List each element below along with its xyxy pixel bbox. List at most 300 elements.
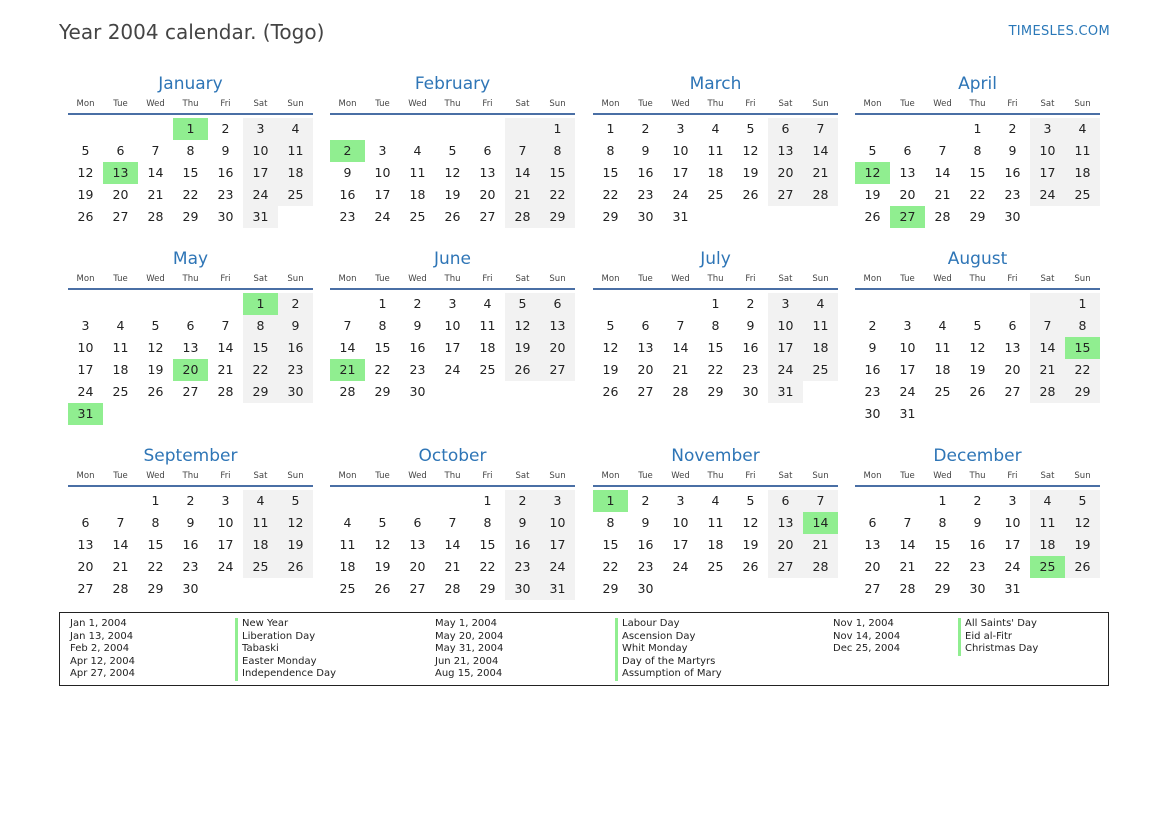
- day-blank: [365, 118, 400, 140]
- day-cell: 28: [803, 184, 838, 206]
- day-cell: 14: [444, 537, 461, 552]
- weekday-header: [855, 272, 1100, 290]
- day-cell: 2: [973, 493, 982, 508]
- weekday-label: Sat: [1040, 274, 1055, 284]
- day-cell: 19: [864, 187, 881, 202]
- day-cell: 4: [278, 118, 313, 140]
- weekday-label: Mon: [76, 471, 95, 481]
- day-cell: 12: [969, 340, 986, 355]
- day-blank: [330, 490, 365, 512]
- day-cell: 21: [505, 184, 540, 206]
- day-cell: 13: [540, 315, 575, 337]
- weekday-label: Fri: [220, 99, 231, 109]
- day-grid: [330, 293, 575, 403]
- day-cell: 19: [742, 537, 759, 552]
- day-cell: 10: [672, 143, 689, 158]
- day-cell: 8: [378, 318, 387, 333]
- day-blank: [103, 118, 138, 140]
- day-cell: 20: [77, 559, 94, 574]
- month-december: [855, 445, 1100, 600]
- weekday-label: Thu: [707, 471, 724, 481]
- month-july: [593, 248, 838, 403]
- day-blank: [173, 293, 208, 315]
- day-cell: 25: [278, 184, 313, 206]
- day-cell: 8: [540, 140, 575, 162]
- weekday-label: Sun: [287, 274, 304, 284]
- day-cell: 24: [444, 362, 461, 377]
- month-january: [68, 73, 313, 228]
- month-november: [593, 445, 838, 600]
- weekday-header: [330, 97, 575, 115]
- day-cell: 25: [707, 187, 724, 202]
- month-september: [68, 445, 313, 600]
- day-cell: 25: [243, 556, 278, 578]
- day-cell: 19: [374, 559, 391, 574]
- day-cell: 27: [479, 209, 496, 224]
- day-cell: 4: [243, 490, 278, 512]
- day-cell: 9: [343, 165, 352, 180]
- day-cell: 12: [602, 340, 619, 355]
- day-cell: 26: [505, 359, 540, 381]
- day-cell: 15: [969, 165, 986, 180]
- legend-name-column: [615, 618, 722, 681]
- day-cell: 6: [868, 515, 877, 530]
- day-cell: 3: [1030, 118, 1065, 140]
- day-cell: 18: [707, 165, 724, 180]
- weekday-label: Tue: [638, 274, 653, 284]
- weekday-label: Sun: [812, 274, 829, 284]
- day-cell: 18: [243, 534, 278, 556]
- day-cell: 26: [742, 187, 759, 202]
- day-cell: 22: [479, 559, 496, 574]
- month-name: May: [172, 249, 209, 269]
- day-blank: [995, 293, 1030, 315]
- day-cell: 14: [934, 165, 951, 180]
- weekday-label: Tue: [113, 99, 128, 109]
- day-cell-holiday: 1: [173, 118, 208, 140]
- day-cell: 1: [973, 121, 982, 136]
- day-cell: 11: [803, 315, 838, 337]
- day-cell: 23: [278, 359, 313, 381]
- day-cell: 31: [899, 406, 916, 421]
- day-cell: 8: [151, 515, 160, 530]
- weekday-label: Sun: [812, 471, 829, 481]
- day-cell: 18: [1030, 534, 1065, 556]
- day-cell: 11: [1065, 140, 1100, 162]
- day-blank: [435, 490, 470, 512]
- weekday-label: Sat: [1040, 471, 1055, 481]
- day-cell: 27: [540, 359, 575, 381]
- legend-date: Nov 14, 2004: [833, 630, 901, 642]
- day-cell: 2: [186, 493, 195, 508]
- weekday-label: Thu: [444, 99, 461, 109]
- day-grid: [68, 293, 313, 425]
- weekday-label: Sun: [549, 471, 566, 481]
- weekday-label: Thu: [969, 99, 986, 109]
- day-cell: 28: [505, 206, 540, 228]
- weekday-label: Fri: [1007, 274, 1018, 284]
- weekday-label: Sat: [515, 471, 530, 481]
- day-cell: 31: [243, 206, 278, 228]
- day-cell: 6: [903, 143, 912, 158]
- legend-date: Dec 25, 2004: [833, 643, 901, 655]
- day-cell: 16: [505, 534, 540, 556]
- day-cell: 10: [444, 318, 461, 333]
- weekday-label: Wed: [146, 99, 165, 109]
- day-cell: 6: [483, 143, 492, 158]
- day-cell: 12: [742, 143, 759, 158]
- site-link[interactable]: TIMESLES.COM: [1008, 24, 1110, 39]
- weekday-label: Wed: [408, 274, 427, 284]
- day-cell: 3: [768, 293, 803, 315]
- day-cell: 15: [243, 337, 278, 359]
- day-cell: 13: [864, 537, 881, 552]
- day-cell: 4: [116, 318, 125, 333]
- day-blank: [400, 490, 435, 512]
- weekday-label: Sat: [778, 274, 793, 284]
- day-cell: 4: [938, 318, 947, 333]
- day-cell: 17: [374, 187, 391, 202]
- day-cell: 5: [868, 143, 877, 158]
- day-cell: 31: [1004, 581, 1021, 596]
- day-blank: [855, 118, 890, 140]
- day-cell: 26: [147, 384, 164, 399]
- day-grid: [855, 293, 1100, 425]
- day-cell: 10: [374, 165, 391, 180]
- day-cell: 22: [243, 359, 278, 381]
- day-cell: 1: [151, 493, 160, 508]
- day-blank: [855, 490, 890, 512]
- day-cell: 1: [378, 296, 387, 311]
- weekday-label: Sun: [812, 99, 829, 109]
- day-cell: 26: [969, 384, 986, 399]
- weekday-label: Thu: [182, 99, 199, 109]
- day-cell: 20: [768, 534, 803, 556]
- day-cell: 7: [221, 318, 230, 333]
- weekday-label: Tue: [375, 99, 390, 109]
- day-cell: 9: [505, 512, 540, 534]
- day-cell: 11: [112, 340, 129, 355]
- day-cell: 22: [1065, 359, 1100, 381]
- day-cell: 17: [217, 537, 234, 552]
- day-cell: 5: [746, 493, 755, 508]
- weekday-label: Tue: [375, 274, 390, 284]
- day-grid: [330, 118, 575, 228]
- day-cell: 25: [707, 559, 724, 574]
- day-cell: 20: [409, 559, 426, 574]
- legend-date: Jan 1, 2004: [70, 618, 127, 629]
- weekday-label: Wed: [146, 274, 165, 284]
- weekday-label: Mon: [601, 274, 620, 284]
- day-cell: 14: [899, 537, 916, 552]
- day-cell: 22: [374, 362, 391, 377]
- day-cell: 10: [899, 340, 916, 355]
- legend-date: May 20, 2004: [435, 630, 504, 642]
- day-cell: 22: [147, 559, 164, 574]
- day-cell: 20: [768, 162, 803, 184]
- legend-date: Jan 13, 2004: [70, 630, 134, 642]
- day-cell: 19: [147, 362, 164, 377]
- weekday-label: Thu: [182, 471, 199, 481]
- month-name: August: [947, 249, 1008, 269]
- day-blank: [138, 118, 173, 140]
- month-name: December: [933, 446, 1022, 466]
- day-cell: 10: [217, 515, 234, 530]
- day-blank: [1030, 293, 1065, 315]
- day-cell: 20: [112, 187, 129, 202]
- day-cell: 18: [112, 362, 129, 377]
- month-june: [330, 248, 575, 403]
- day-cell: 6: [768, 490, 803, 512]
- weekday-header: [593, 272, 838, 290]
- day-cell: 22: [602, 559, 619, 574]
- day-cell: 18: [1065, 162, 1100, 184]
- day-blank: [68, 293, 103, 315]
- weekday-label: Sun: [1074, 99, 1091, 109]
- day-cell: 27: [768, 184, 803, 206]
- legend-holiday-name: All Saints' Day: [958, 618, 1038, 631]
- day-cell-holiday: 21: [330, 359, 365, 381]
- day-cell: 5: [505, 293, 540, 315]
- day-cell: 16: [969, 537, 986, 552]
- weekday-label: Thu: [969, 471, 986, 481]
- weekday-label: Fri: [482, 471, 493, 481]
- weekday-label: Wed: [146, 471, 165, 481]
- day-cell: 21: [803, 162, 838, 184]
- day-cell: 8: [1065, 315, 1100, 337]
- day-blank: [68, 490, 103, 512]
- day-cell: 30: [742, 384, 759, 399]
- day-cell: 9: [868, 340, 877, 355]
- day-cell: 10: [77, 340, 94, 355]
- weekday-label: Sun: [549, 99, 566, 109]
- day-cell: 26: [864, 209, 881, 224]
- day-cell: 19: [742, 165, 759, 180]
- legend-holiday-name: Eid al-Fitr: [958, 631, 1038, 644]
- day-blank: [925, 293, 960, 315]
- day-cell: 4: [1030, 490, 1065, 512]
- day-cell: 13: [768, 512, 803, 534]
- weekday-label: Fri: [220, 274, 231, 284]
- month-name: February: [414, 74, 491, 94]
- legend-date: Nov 1, 2004: [833, 618, 894, 629]
- day-cell: 17: [672, 165, 689, 180]
- month-april: [855, 73, 1100, 228]
- day-cell: 7: [1030, 315, 1065, 337]
- day-cell: 29: [707, 384, 724, 399]
- day-cell: 29: [479, 581, 496, 596]
- day-cell: 24: [77, 384, 94, 399]
- day-cell: 14: [1030, 337, 1065, 359]
- day-cell: 14: [112, 537, 129, 552]
- day-cell-holiday: 25: [1030, 556, 1065, 578]
- day-cell: 11: [243, 512, 278, 534]
- day-grid: [855, 490, 1100, 600]
- day-cell: 16: [409, 340, 426, 355]
- day-cell: 18: [409, 187, 426, 202]
- day-cell: 8: [186, 143, 195, 158]
- day-cell: 6: [540, 293, 575, 315]
- day-cell: 7: [803, 490, 838, 512]
- legend-holiday-name: Tabaski: [235, 643, 336, 656]
- day-cell: 25: [339, 581, 356, 596]
- day-cell: 19: [1065, 534, 1100, 556]
- day-cell: 16: [637, 165, 654, 180]
- day-cell: 13: [637, 340, 654, 355]
- day-cell: 6: [186, 318, 195, 333]
- day-cell: 23: [864, 384, 881, 399]
- day-grid: [593, 118, 838, 228]
- day-cell: 7: [116, 515, 125, 530]
- weekday-label: Tue: [900, 471, 915, 481]
- month-name: January: [158, 74, 223, 94]
- day-cell: 22: [602, 187, 619, 202]
- day-cell: 9: [1008, 143, 1017, 158]
- day-cell: 10: [672, 515, 689, 530]
- day-cell: 18: [278, 162, 313, 184]
- legend-date: Aug 15, 2004: [435, 668, 503, 680]
- day-cell: 6: [641, 318, 650, 333]
- day-cell: 3: [903, 318, 912, 333]
- day-cell: 29: [602, 581, 619, 596]
- day-cell: 16: [1004, 165, 1021, 180]
- day-cell: 30: [278, 381, 313, 403]
- day-cell: 30: [1004, 209, 1021, 224]
- day-cell: 12: [505, 315, 540, 337]
- day-cell: 8: [243, 315, 278, 337]
- weekday-label: Mon: [601, 99, 620, 109]
- weekday-label: Mon: [76, 99, 95, 109]
- day-cell: 7: [505, 140, 540, 162]
- day-blank: [925, 118, 960, 140]
- day-cell-holiday: 20: [173, 359, 208, 381]
- legend-date: Jun 21, 2004: [435, 655, 499, 667]
- day-cell: 19: [444, 187, 461, 202]
- day-cell: 11: [339, 537, 356, 552]
- day-cell: 16: [742, 340, 759, 355]
- day-cell: 14: [803, 140, 838, 162]
- day-cell: 25: [409, 209, 426, 224]
- day-cell: 8: [711, 318, 720, 333]
- day-cell: 22: [707, 362, 724, 377]
- day-cell: 8: [973, 143, 982, 158]
- day-cell: 21: [672, 362, 689, 377]
- day-cell: 24: [217, 559, 234, 574]
- day-blank: [960, 293, 995, 315]
- weekday-label: Sat: [253, 99, 268, 109]
- day-cell: 29: [969, 209, 986, 224]
- weekday-label: Tue: [900, 99, 915, 109]
- weekday-label: Fri: [482, 99, 493, 109]
- day-cell: 9: [641, 143, 650, 158]
- day-cell: 29: [243, 381, 278, 403]
- day-cell: 22: [934, 559, 951, 574]
- weekday-label: Sat: [253, 274, 268, 284]
- day-cell: 20: [540, 337, 575, 359]
- day-cell: 24: [768, 359, 803, 381]
- day-blank: [330, 118, 365, 140]
- day-cell: 15: [934, 537, 951, 552]
- day-cell: 19: [77, 187, 94, 202]
- day-cell: 2: [1008, 121, 1017, 136]
- day-cell: 21: [217, 362, 234, 377]
- weekday-label: Thu: [444, 471, 461, 481]
- day-cell: 6: [1008, 318, 1017, 333]
- weekday-label: Wed: [408, 471, 427, 481]
- month-name: June: [433, 249, 472, 269]
- day-cell: 13: [77, 537, 94, 552]
- day-blank: [890, 118, 925, 140]
- day-cell-holiday: 13: [103, 162, 138, 184]
- day-cell: 15: [707, 340, 724, 355]
- day-cell: 13: [409, 537, 426, 552]
- day-blank: [68, 118, 103, 140]
- day-blank: [855, 293, 890, 315]
- day-cell: 29: [934, 581, 951, 596]
- weekday-header: [593, 469, 838, 487]
- legend-holiday-name: Ascension Day: [615, 631, 722, 644]
- day-cell: 31: [540, 578, 575, 600]
- day-cell: 12: [147, 340, 164, 355]
- day-grid: [593, 293, 838, 403]
- day-cell: 30: [505, 578, 540, 600]
- weekday-header: [855, 469, 1100, 487]
- day-cell: 17: [1004, 537, 1021, 552]
- day-cell: 27: [637, 384, 654, 399]
- month-august: [855, 248, 1100, 425]
- day-cell: 9: [278, 315, 313, 337]
- day-cell: 3: [448, 296, 457, 311]
- day-cell: 10: [768, 315, 803, 337]
- day-cell: 13: [479, 165, 496, 180]
- weekday-label: Mon: [338, 99, 357, 109]
- day-cell: 13: [768, 140, 803, 162]
- day-cell: 18: [479, 340, 496, 355]
- weekday-label: Tue: [375, 471, 390, 481]
- day-cell: 19: [602, 362, 619, 377]
- day-cell: 15: [602, 537, 619, 552]
- day-cell: 11: [707, 143, 724, 158]
- weekday-label: Wed: [933, 274, 952, 284]
- legend-date: May 31, 2004: [435, 643, 504, 655]
- day-cell: 31: [768, 381, 803, 403]
- day-cell: 16: [182, 537, 199, 552]
- day-cell: 30: [409, 384, 426, 399]
- weekday-header: [593, 97, 838, 115]
- day-cell: 5: [973, 318, 982, 333]
- day-cell: 17: [243, 162, 278, 184]
- day-blank: [593, 293, 628, 315]
- day-grid: [855, 118, 1100, 228]
- weekday-label: Sun: [287, 99, 304, 109]
- weekday-header: [68, 469, 313, 487]
- day-cell: 4: [711, 493, 720, 508]
- month-name: April: [958, 74, 997, 94]
- day-cell: 30: [637, 581, 654, 596]
- weekday-label: Thu: [707, 99, 724, 109]
- day-cell: 9: [746, 318, 755, 333]
- weekday-label: Fri: [482, 274, 493, 284]
- legend-holiday-name: Assumption of Mary: [615, 668, 722, 681]
- weekday-label: Fri: [745, 99, 756, 109]
- day-blank: [365, 490, 400, 512]
- month-may: [68, 248, 313, 425]
- weekday-label: Mon: [863, 99, 882, 109]
- day-cell: 20: [899, 187, 916, 202]
- day-cell: 17: [444, 340, 461, 355]
- day-blank: [628, 293, 663, 315]
- day-cell: 4: [343, 515, 352, 530]
